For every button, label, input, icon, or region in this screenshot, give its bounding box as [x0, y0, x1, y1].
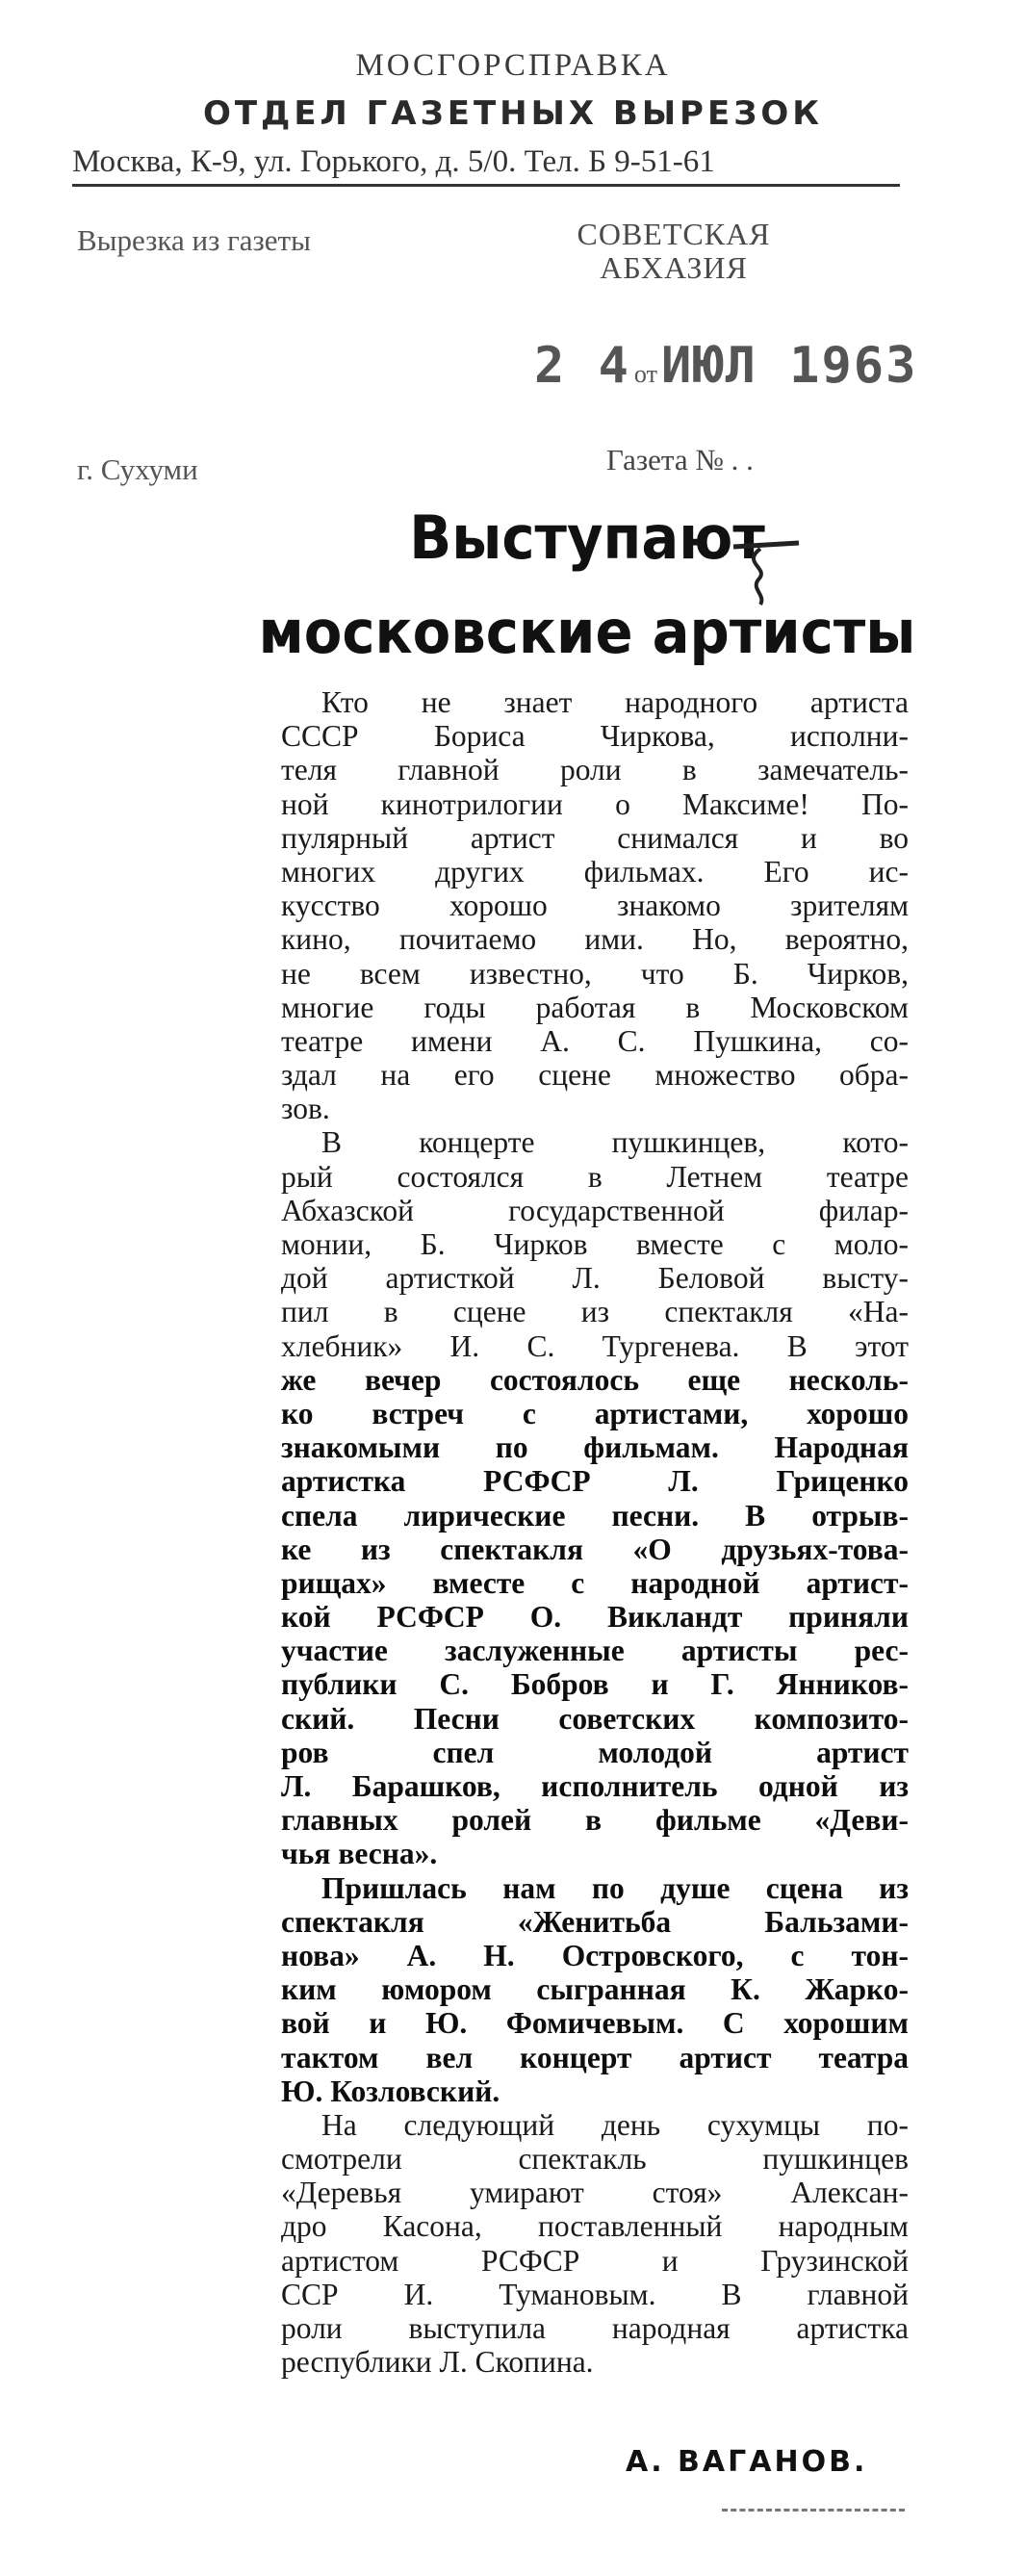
end-rule [722, 2509, 905, 2512]
article-line: Л. Барашков, исполнитель одной из [281, 1769, 909, 1803]
issue-number-label: Газета № . . [606, 443, 754, 477]
article-line: теля главной роли в замечатель- [281, 753, 909, 787]
article-headline [256, 491, 918, 680]
article-line: СССР Бориса Чиркова, исполни- [281, 719, 909, 754]
article-line: На следующий день сухумцы по- [321, 2107, 909, 2142]
article-line: главных ролей в фильме «Деви- [281, 1803, 909, 1838]
article-line: спела лирические песни. В отрыв- [281, 1498, 909, 1533]
article-line: дро Касона, поставленный народным [281, 2209, 909, 2244]
article-line: знакомыми по фильмам. Народная [281, 1430, 909, 1465]
article-line: рый состоялся в Летнем театре [281, 1159, 909, 1194]
article-line: республики Л. Скопина. [281, 2345, 594, 2380]
article-line: ной кинотрилогии о Максиме! По- [281, 786, 909, 821]
article-line: зов. [281, 1092, 330, 1126]
article-line: кой РСФСР О. Викландт приняли [281, 1600, 909, 1635]
newspaper-name-line1: СОВЕТСКАЯ [577, 217, 771, 251]
article-line: смотрели спектакль пушкинцев [281, 2142, 909, 2177]
article-line: участие заслуженные артисты рес- [281, 1634, 909, 1668]
article-line: ров спел молодой артист [281, 1735, 909, 1769]
city-label: г. Сухуми [77, 452, 198, 486]
article-line: кусство хорошо знакомо зрителям [281, 889, 909, 923]
article-line: не всем известно, что Б. Чирков, [281, 956, 909, 991]
article-line: ким юмором сыгранная К. Жарко- [281, 1972, 909, 2007]
article-body [281, 685, 909, 2379]
article-line: Кто не знает народного артиста [321, 685, 909, 719]
date-stamp-month-year: ИЮЛ 1963 [660, 337, 918, 395]
article-line: вой и Ю. Фомичевым. С хорошим [281, 2006, 909, 2041]
article-line: хлебник» И. С. Тургенева. В этот [281, 1328, 909, 1363]
article-line: роли выступила народная артистка [281, 2311, 909, 2345]
author-signature: А. ВАГАНОВ. [626, 2445, 868, 2479]
article-line: рищах» вместе с народной артист- [281, 1565, 909, 1600]
article-line: ке из спектакля «О друзьях-това- [281, 1532, 909, 1566]
clipping-label: Вырезка из газеты [77, 223, 311, 257]
agency-address: Москва, К-9, ул. Горького, д. 5/0. Тел. Б 9-51-61 [72, 144, 900, 187]
article-line: «Деревья умирают стоя» Алексан- [281, 2176, 909, 2210]
article-line: кино, почитаемо ими. Но, вероятно, [281, 922, 909, 957]
article-line: дой артисткой Л. Беловой высту- [281, 1261, 909, 1296]
article-line: спектакля «Женитьба Бальзами- [281, 1904, 909, 1939]
newspaper-name [558, 218, 789, 285]
article-line: театре имени А. С. Пушкина, со- [281, 1023, 909, 1058]
article-line: ССР И. Тумановым. В главной [281, 2277, 909, 2311]
article-line: Ю. Козловский. [281, 2074, 500, 2108]
article-line: Пришлась нам по душе сцена из [321, 1870, 909, 1905]
date-stamp [534, 337, 917, 395]
article-line: В концерте пушкинцев, кото- [321, 1125, 909, 1160]
newspaper-name-line2: АБХАЗИЯ [600, 250, 748, 285]
headline-line-1: Выступают [409, 502, 765, 573]
agency-name: МОСГОРСПРАВКА [355, 48, 671, 83]
article-line: чья весна». [281, 1837, 438, 1871]
article-line: же вечер состоялось еще несколь- [281, 1362, 909, 1397]
article-line: Абхазской государственной филар- [281, 1193, 909, 1227]
article-line: пулярный артист снимался и во [281, 820, 909, 855]
article-line: артистом РСФСР и Грузинской [281, 2243, 909, 2278]
department-name: ОТДЕЛ ГАЗЕТНЫХ ВЫРЕЗОК [202, 94, 824, 133]
article-line: ский. Песни советских композито- [281, 1701, 909, 1736]
article-line: многих других фильмах. Его ис- [281, 854, 909, 889]
headline-line-2: московские артисты [258, 597, 916, 667]
date-stamp-day: 2 4 [534, 337, 630, 395]
article-line: здал на его сцене множество обра- [281, 1058, 909, 1093]
article-line: многие годы работая в Московском [281, 990, 909, 1024]
article-line: нова» А. Н. Островского, с тон- [281, 1938, 909, 1972]
article-line: тактом вел концерт артист театра [281, 2040, 909, 2074]
article-line: пил в сцене из спектакля «На- [281, 1295, 909, 1329]
article-line: публики С. Бобров и Г. Янников- [281, 1667, 909, 1702]
date-from-label: от [633, 360, 657, 388]
article-line: ко встреч с артистами, хорошо [281, 1396, 909, 1430]
handwritten-mark [731, 520, 808, 606]
article-line: артистка РСФСР Л. Гриценко [281, 1464, 909, 1499]
article-line: монии, Б. Чирков вместе с моло- [281, 1227, 909, 1261]
